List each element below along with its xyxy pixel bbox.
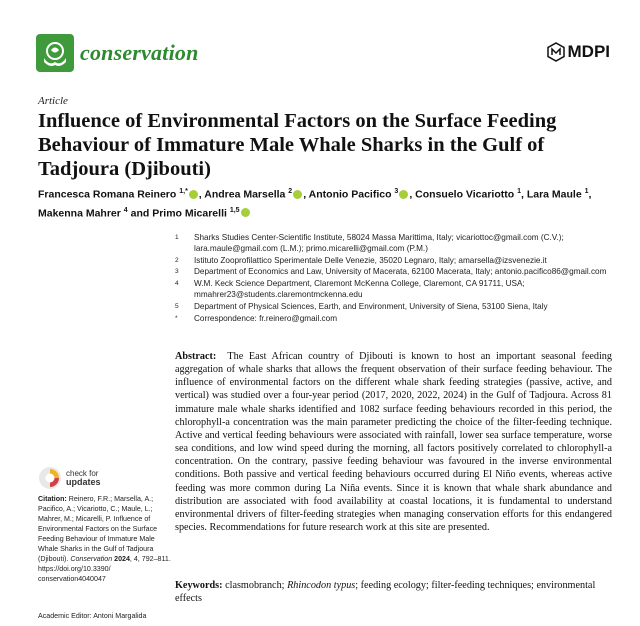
author-name[interactable]: Makenna Mahrer [38, 207, 124, 219]
affiliation-item [175, 233, 615, 255]
author-name[interactable]: Andrea Marsella [204, 188, 289, 201]
publisher-name: MDPI [567, 42, 610, 61]
author-name[interactable]: Francesca Romana Reinero [38, 188, 180, 201]
orcid-icon[interactable] [241, 208, 250, 217]
keyword-item: Rhincodon typus [287, 580, 356, 591]
affiliation-item [175, 256, 615, 267]
check-for-updates-button[interactable] [38, 466, 101, 490]
affiliation-text: Sharks Studies Center-Scientific Institute, 58024 Massa Marittima, Italy; vicariottoc@gmail.com (C.V.); lara.maule@gmail.com (L.M.); primo.micarelli@gmail.com (P.M.) [194, 233, 564, 253]
article-type: Article [38, 95, 68, 107]
orcid-icon[interactable] [399, 190, 408, 199]
keywords [175, 579, 612, 605]
orcid-icon[interactable] [189, 190, 198, 199]
affiliation-text: Department of Economics and Law, University of Macerata, 62100 Macerata, Italy; antonio.pacifico86@gmail.com [194, 267, 607, 277]
abstract-label: Abstract: [175, 351, 217, 362]
keyword-item: feeding ecology [360, 580, 426, 591]
publisher-logo [546, 42, 611, 62]
author-separator: and [127, 207, 153, 219]
check-updates-line1: check for [66, 468, 99, 478]
abstract [175, 350, 612, 534]
citation-block [38, 494, 176, 584]
check-updates-line2: updates [66, 477, 101, 487]
citation-journal: Conservation [70, 555, 113, 563]
author-separator: , [198, 188, 205, 201]
citation-label: Citation: [38, 495, 67, 503]
keyword-separator: ; [531, 580, 537, 591]
author-affiliation-marker: 1 [517, 188, 521, 195]
affiliation-number: 5 [175, 302, 179, 310]
check-updates-icon [38, 466, 62, 490]
author-affiliation-marker: 3 [394, 188, 399, 195]
mdpi-logo-icon [546, 42, 566, 62]
article-title: Influence of Environmental Factors on the Surface Feeding Behaviour of Immature Male Whale Sharks in the Gulf of Tadjoura (Djibouti) [38, 110, 557, 180]
author-list [38, 184, 613, 221]
keyword-item: environmental effects [175, 580, 596, 605]
author-affiliation-marker: 1,* [179, 188, 188, 195]
keyword-separator: ; [281, 580, 288, 591]
affiliation-number: 4 [175, 280, 179, 288]
citation-year: 2024 [114, 555, 130, 563]
keyword-item: clasmobranch [225, 580, 282, 591]
academic-editor: Academic Editor: Antoni Margalida [38, 612, 147, 620]
keyword-item: filter-feeding techniques [431, 580, 532, 591]
affiliation-number: 1 [175, 234, 179, 241]
affiliation-number: 2 [175, 256, 179, 264]
affiliations [175, 233, 615, 325]
affiliation-item [175, 267, 615, 278]
journal-logo [36, 34, 74, 72]
author-separator: , [303, 188, 309, 201]
author-affiliation-marker: 2 [288, 188, 293, 195]
author-separator: , [520, 188, 527, 201]
affiliation-item [175, 279, 615, 301]
author-name[interactable]: Antonio Pacifico [308, 188, 395, 201]
abstract-text: The East African country of Djibouti is known to host an important seasonal feeding aggregation of whale sharks that allows the frequent observation of their surface feeding behaviour. The influence of environmental factors on the different whale shark feeding strategies (passive, active, and vertical) was studied over a four-year period (2017, 2020, 2022, 2024) in the Gulf of Tadjoura. Across 81 immature male whale sharks identified and 1082 surface feeding behaviours recorded in this period, the chlorophyll-a concentration was the main parameter predicting the choice of the filter-feeding technique. Active and vertical feeding behaviours were associated with rainfall, lower sea surface temperature, worse sea conditions, and low wind speed during the morning, all factors positively correlated to chlorophyll-a concentration. On the contrary, passive feeding behaviour was favoured in the inverse environmental conditions. Both passive and vertical feeding behaviours occurred during El Niño events, whereas active feeding was more common during La Niña events. Since it is known that whale shark abundance and distribution are associated with food availability at coastal locations, it is fundamental to understand environmental drivers of filter-feeding strategies when managing conservation efforts for this endangered species. Recommendations for future research work at this site are presented. [175, 351, 612, 534]
author-affiliation-marker: 1,5 [229, 206, 240, 214]
author-name[interactable]: Primo Micarelli [152, 207, 230, 219]
affiliation-number: 3 [175, 268, 179, 276]
author-name[interactable]: Consuelo Vicariotto [415, 188, 518, 201]
author-separator: , [588, 188, 592, 201]
author-affiliation-marker: 1 [584, 188, 589, 195]
keyword-separator: ; [426, 580, 432, 591]
affiliation-text: Correspondence: fr.reinero@gmail.com [194, 313, 338, 323]
author-affiliation-marker: 4 [123, 206, 128, 214]
citation-doi[interactable]: , 4, 792–811. https://doi.org/10.3390/ conservation4040047 [38, 555, 171, 583]
affiliation-text: Istituto Zooprofilattico Sperimentale Delle Venezie, 35020 Legnaro, Italy; amarsella@izsvenezie.it [194, 255, 547, 265]
affiliation-item [175, 314, 615, 325]
citation-text: Reinero, F.R.; Marsella, A.; Pacifico, A.; Vicariotto, C.; Maule, L.; Mahrer, M.; Micarelli, P. Influence of Environmental Factors on the Surface Feeding Behaviour of Immature Male Whale Sharks in the Gulf of Tadjoura (Djibouti). [38, 495, 158, 563]
conservation-logo-icon [40, 38, 70, 68]
author-separator: , [409, 188, 416, 201]
affiliation-item [175, 302, 615, 313]
affiliation-number: * [175, 314, 178, 322]
keywords-label: Keywords: [175, 580, 223, 591]
check-updates-label [66, 470, 101, 487]
journal-name: conservation [80, 40, 199, 65]
affiliation-text: Department of Physical Sciences, Earth, and Environment, University of Siena, 53100 Siena, Italy [194, 301, 548, 311]
keywords-list [175, 580, 595, 604]
keyword-separator: ; [355, 580, 361, 591]
author-name[interactable]: Lara Maule [526, 188, 585, 201]
affiliation-text: W.M. Keck Science Department, Claremont McKenna College, Claremont, CA 91711, USA; mmahrer23@students.claremontmckenna.edu [194, 279, 525, 299]
orcid-icon[interactable] [293, 190, 302, 199]
